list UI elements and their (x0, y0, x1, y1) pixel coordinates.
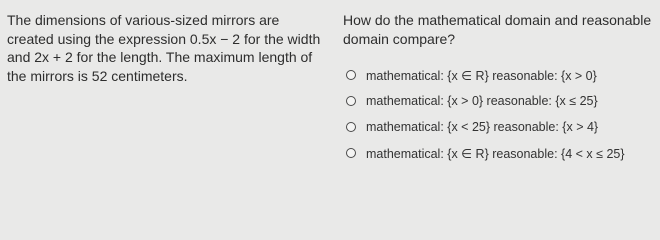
radio-button[interactable] (346, 70, 356, 80)
radio-button[interactable] (346, 96, 356, 106)
radio-button[interactable] (346, 148, 356, 158)
answer-option-label: mathematical: {x ∈ R} reasonable: {x > 0} (366, 68, 597, 83)
question-prompt: How do the mathematical domain and reasonable domain compare? (343, 12, 652, 47)
radio-button[interactable] (346, 122, 356, 132)
answer-option-label: mathematical: {x < 25} reasonable: {x > 4} (366, 120, 599, 134)
answer-option-label: mathematical: {x > 0} reasonable: {x ≤ 25} (366, 94, 598, 108)
problem-statement: The dimensions of various-sized mirrors are created using the expression 0.5x − 2 for the width and 2x + 2 for the length. The maximum length of the mirrors is 52 centimeters. (7, 12, 321, 84)
answer-options (346, 62, 656, 166)
answer-option-3[interactable] (346, 114, 656, 140)
answer-option-1[interactable] (346, 62, 656, 88)
answer-option-label: mathematical: {x ∈ R} reasonable: {4 < x ≤ 25} (366, 146, 625, 161)
answer-option-4[interactable] (346, 140, 656, 166)
answer-option-2[interactable] (346, 88, 656, 114)
